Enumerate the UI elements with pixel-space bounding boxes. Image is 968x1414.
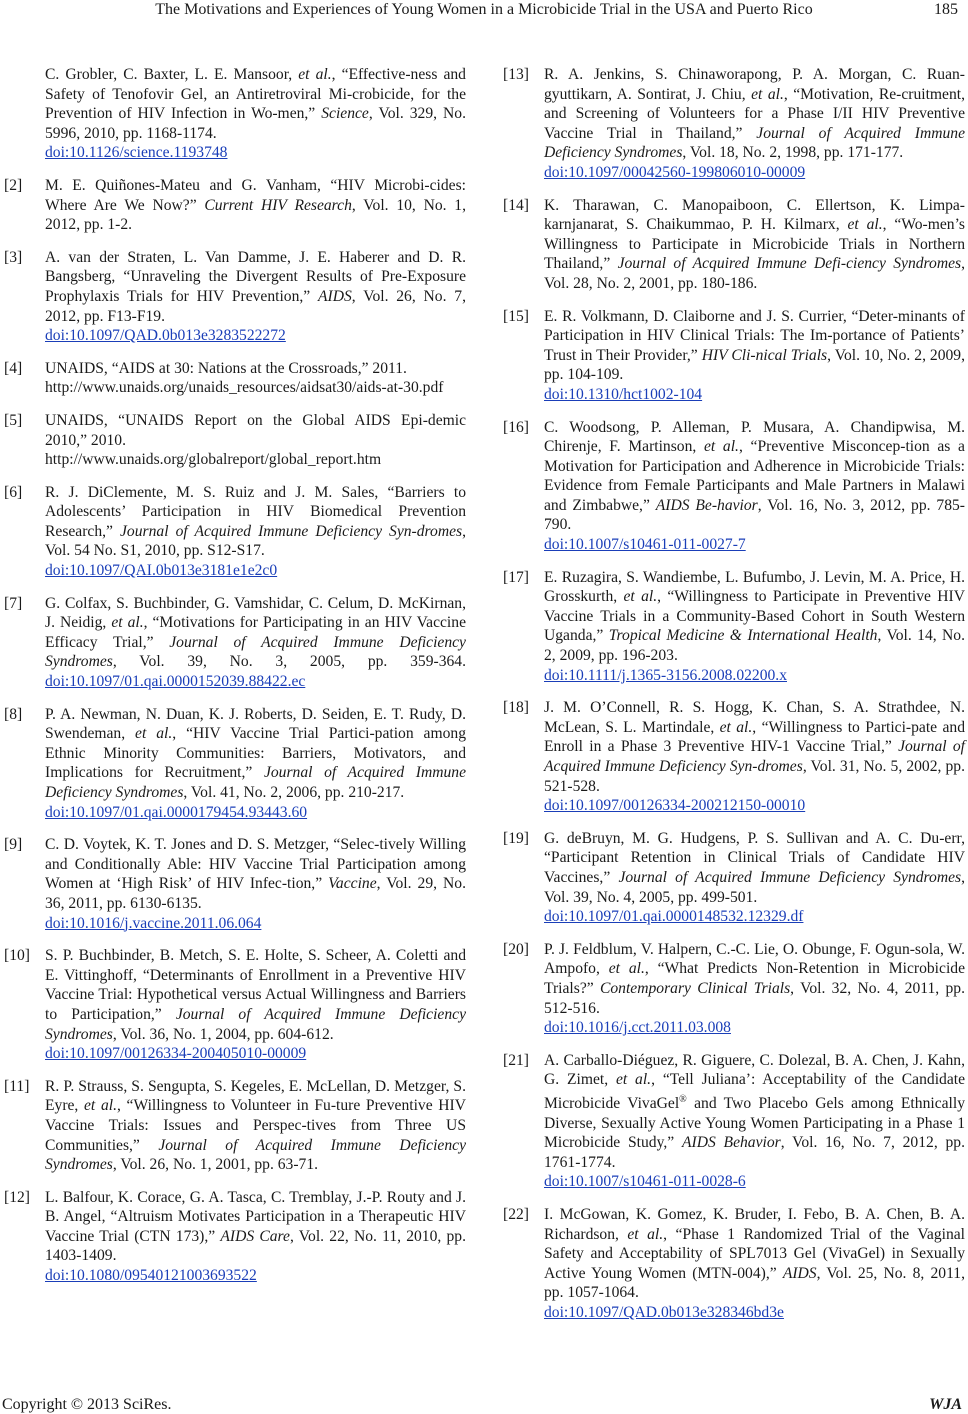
reference-number: [18] xyxy=(503,699,529,717)
reference-entry xyxy=(503,418,965,555)
reference-text xyxy=(45,65,466,143)
reference-entry xyxy=(4,483,466,581)
reference-italic-text: Journal of Acquired Immune Deficiency Syndromes xyxy=(45,633,466,671)
reference-text-segment: P. J. Feldblum, V. Halpern, C.-C. Lie, O. Obunge, F. Ogun-sola, W. Ampofo, xyxy=(544,940,965,978)
running-header xyxy=(0,0,968,30)
reference-text-segment: , Vol. 14, No. 2, 2009, pp. 196-203. xyxy=(544,627,966,665)
page-footer xyxy=(0,1396,968,1414)
reference-text-segment: , Vol. 329, No. 5996, 2010, pp. 1168-1174. xyxy=(45,105,466,142)
reference-text xyxy=(544,1051,965,1173)
reference-entry xyxy=(4,1188,466,1286)
reference-entry xyxy=(4,1077,466,1175)
reference-italic-text: et al. xyxy=(627,1225,664,1243)
reference-text-segment: , Vol. 26, No. 7, 2012, pp. F13-F19. xyxy=(45,287,466,325)
reference-number: [10] xyxy=(4,947,30,965)
reference-entry xyxy=(4,359,466,398)
reference-text-segment: , Vol. 36, No. 1, 2004, pp. 604-612. xyxy=(112,1025,334,1043)
reference-italic-text: Science xyxy=(321,105,369,123)
running-title: The Motivations and Experiences of Young Women in a Microbicide Trial in the USA and Puerto Rico xyxy=(155,1,813,18)
doi-link[interactable]: doi:10.1016/j.cct.2011.03.008 xyxy=(544,1019,731,1037)
reference-italic-text: Journal of Acquired Immune Defi-ciency Syndromes xyxy=(617,255,962,273)
doi-link[interactable]: doi:10.1097/00042560-199806010-00009 xyxy=(544,163,806,181)
reference-number: [15] xyxy=(503,307,529,325)
reference-text-segment: UNAIDS, “UNAIDS Report on the Global AIDS Epi-demic 2010,” 2010. xyxy=(45,411,466,449)
reference-italic-text: Journal of Acquired Immune Deficiency Syn-dromes xyxy=(544,738,965,775)
reference-text-segment: C. Grobler, C. Baxter, L. E. Mansoor, xyxy=(45,66,299,83)
reference-italic-text: Journal of Acquired Immune Deficiency Syndromes xyxy=(45,764,466,801)
reference-number: [5] xyxy=(4,411,23,429)
doi-link[interactable]: doi:10.1016/j.vaccine.2011.06.064 xyxy=(45,914,262,932)
reference-text-segment: , “Effective-ness and Safety of Tenofovir Gel, an Antiretroviral Mi-crobicide, for the Prevention of HIV Infection in Wo-men,” xyxy=(45,66,466,123)
reference-italic-text: Contemporary Clinical Trials xyxy=(599,979,791,997)
doi-link[interactable]: doi:10.1097/01.qai.0000179454.93443.60 xyxy=(45,803,308,821)
reference-number: [3] xyxy=(4,248,23,266)
references-left-column xyxy=(4,52,466,1286)
reference-text-segment: P. A. Newman, N. Duan, K. J. Roberts, D. Seiden, E. T. Rudy, D. Swendeman, xyxy=(45,705,466,743)
reference-text-segment: G. deBruyn, M. G. Hudgens, P. S. Sullivan and A. C. Du-err, “Participant Retention in Clinical Trials of Candidate HIV Vaccines,” xyxy=(544,829,965,886)
reference-text-segment: , “Preventive Misconcep-tion as a Motivation for Participation and Adherence in Microbicide Trials: Evidence from Female Participants and Male Partners in Malawi and Zimbabwe,” xyxy=(544,438,965,514)
reference-text-segment: L. Balfour, K. Corace, G. A. Tasca, C. Tremblay, J.-P. Routy and J. B. Angel, “Altruism Motivates Participation in a Therapeutic HIV Vaccine Trial (CTN 173),” xyxy=(45,1188,466,1245)
reference-number: [6] xyxy=(4,483,23,501)
reference-entry xyxy=(503,940,965,1038)
reference-text xyxy=(544,829,965,907)
reference-italic-text: et al. xyxy=(751,85,784,103)
reference-entry xyxy=(4,705,466,823)
reference-text xyxy=(544,307,965,385)
reference-italic-text: Journal of Acquired Immune Deficiency Syndromes xyxy=(45,1005,466,1043)
reference-entry xyxy=(503,65,965,183)
reference-entry xyxy=(503,829,965,927)
reference-number: [21] xyxy=(503,1051,529,1069)
doi-link[interactable]: doi:10.1097/00126334-200212150-00010 xyxy=(544,797,806,815)
reference-text-segment: , Vol. 10, No. 2, 2009, pp. 104-109. xyxy=(544,346,966,384)
reference-italic-text: AIDS xyxy=(318,287,352,305)
reference-number: [12] xyxy=(4,1188,30,1206)
copyright-notice: Copyright © 2013 SciRes. xyxy=(2,1396,172,1413)
reference-entry xyxy=(503,568,965,686)
reference-entry xyxy=(503,698,965,816)
reference-text-segment: , Vol. 41, No. 2, 2006, pp. 210-217. xyxy=(183,784,405,801)
reference-number: [20] xyxy=(503,940,529,958)
reference-number: [9] xyxy=(4,836,23,854)
reference-text-segment: A. Carballo-Diéguez, R. Giguere, C. Dolezal, B. A. Chen, J. Kahn, G. Zimet, xyxy=(544,1051,965,1089)
reference-text-segment: , “Motivations for Participating in an HIV Vaccine Efficacy Trial,” xyxy=(45,614,466,651)
reference-italic-text: et al. xyxy=(615,1071,652,1089)
reference-text-segment: , “Willingness to Participate in Preventive HIV Vaccine Trials in a Community-Based Cohort in South Western Uganda,” xyxy=(544,588,965,645)
reference-text-segment: , Vol. 22, No. 11, 2010, pp. 1403-1409. xyxy=(45,1227,466,1265)
reference-text-segment: E. R. Volkmann, D. Claiborne and J. S. Currier, “Deter-minants of Participation in HIV Clinical Trials: The Im-portance of Patients’ Trust in Their Provider,” xyxy=(544,307,965,364)
journal-abbrev: WJA xyxy=(929,1396,962,1413)
reference-text xyxy=(45,594,466,692)
reference-text-segment: A. van der Straten, L. Van Damme, J. E. Haberer and D. R. Bangsberg, “Unraveling the Divergent Results of Pre-Exposure Prophylaxis Trials for HIV Prevention,” xyxy=(45,248,466,305)
reference-italic-text: Vaccine xyxy=(328,875,377,893)
reference-text-segment: , Vol. 18, No. 2, 1998, pp. 171-177. xyxy=(682,144,904,162)
doi-link[interactable]: doi:10.1097/QAI.0b013e3181e1e2c0 xyxy=(45,562,278,580)
reference-text-segment: , “What Predicts Non-Retention in Microbicide Trials?” xyxy=(544,960,965,997)
reference-entry xyxy=(4,65,466,163)
reference-text-segment: , “Wo-men’s Willingness to Participate in Microbicide Trials in Northern Thailand,” xyxy=(544,216,965,273)
doi-link[interactable]: doi:10.1097/00126334-200405010-00009 xyxy=(45,1045,307,1063)
reference-text xyxy=(544,196,965,294)
doi-link[interactable]: doi:10.1007/s10461-011-0028-6 xyxy=(544,1173,746,1191)
reference-text xyxy=(45,1188,466,1266)
reference-text xyxy=(544,1205,965,1303)
reference-text xyxy=(45,411,466,450)
reference-text xyxy=(544,568,965,666)
doi-link[interactable]: doi:10.1126/science.1193748 xyxy=(45,144,228,162)
reference-text xyxy=(45,483,466,561)
reference-text xyxy=(544,65,965,163)
reference-text-segment: S. P. Buchbinder, B. Metch, S. E. Holte, S. Scheer, A. Coletti and E. Vittinghoff, “Determinants of Enrollment in a Preventive HIV Vaccine Trial: Hypothetical versus Actual Willingness and Barriers to Participation,” xyxy=(45,947,466,1023)
reference-text-segment: J. M. O’Connell, R. S. Hogg, K. Chan, S. A. Strathdee, N. McLean, S. L. Martindale, xyxy=(544,699,965,736)
reference-italic-text: et al. xyxy=(847,216,883,234)
reference-text xyxy=(544,940,965,1018)
reference-text-segment: , Vol. 10, No. 1, 2012, pp. 1-2. xyxy=(45,196,466,234)
reference-text xyxy=(45,1077,466,1175)
reference-italic-text: Journal of Acquired Immune Deficiency Syn-dromes xyxy=(120,522,463,540)
reference-text xyxy=(45,946,466,1044)
reference-text-segment: , Vol. 16, No. 7, 2012, pp. 1761-1774. xyxy=(544,1134,965,1171)
reference-text-segment: E. Ruzagira, S. Wandiembe, L. Bufumbo, J. Levin, M. A. Price, H. Grosskurth, xyxy=(544,568,965,606)
reference-number: [19] xyxy=(503,829,529,847)
reference-text-segment: , Vol. 39, No. 3, 2005, pp. 359-364. xyxy=(112,653,466,671)
reference-text-segment: I. McGowan, K. Gomez, K. Bruder, I. Febo, B. A. Chen, B. A. Richardson, xyxy=(544,1206,965,1243)
reference-number: [4] xyxy=(4,359,23,377)
reference-text-segment: , Vol. 39, No. 4, 2005, pp. 499-501. xyxy=(544,868,965,906)
reference-text-segment: R. P. Strauss, S. Sengupta, S. Kegeles, E. McLellan, D. Metzger, S. Eyre, xyxy=(45,1077,466,1115)
reference-text-segment: , “Willingness to Partici-pate and Enroll in a Phase 3 Preventive HIV-1 Vaccine Trial,” xyxy=(544,718,965,756)
reference-entry xyxy=(503,196,965,294)
reference-text-segment: , “Willingness to Volunteer in Fu-ture Preventive HIV Vaccine Trials: Issues and Perspec-tives from Three US Communities,” xyxy=(45,1097,467,1154)
reference-italic-text: Tropical Medicine & International Health xyxy=(608,627,878,645)
reference-text xyxy=(544,418,965,536)
reference-entry xyxy=(4,594,466,692)
reference-text-segment: , “HIV Vaccine Trial Partici-pation among Ethnic Minority Communities: Barriers, Motivators, and Implications for Recruitment,” xyxy=(45,725,466,782)
reference-url: http://www.unaids.org/globalreport/global_report.htm xyxy=(45,451,382,469)
reference-text xyxy=(45,705,466,803)
reference-text xyxy=(45,359,466,379)
reference-entry xyxy=(503,1051,965,1192)
reference-text-segment: , Vol. 54 No. S1, 2010, pp. S12-S17. xyxy=(45,522,466,560)
reference-number: [7] xyxy=(4,594,23,612)
reference-url: http://www.unaids.org/unaids_resources/aidsat30/aids-at-30.pdf xyxy=(45,379,444,397)
reference-italic-text: et al. xyxy=(703,438,739,456)
reference-number: [22] xyxy=(503,1206,529,1224)
reference-italic-text: Journal of Acquired Immune Deficiency Syndromes xyxy=(544,124,965,162)
doi-link[interactable]: doi:10.1097/01.qai.0000152039.88422.ec xyxy=(45,673,306,691)
registered-mark: ® xyxy=(679,1093,687,1105)
doi-link[interactable]: doi:10.1310/hct1002-104 xyxy=(544,385,703,403)
reference-italic-text: AIDS Be-havior xyxy=(655,496,758,514)
doi-link[interactable]: doi:10.1080/09540121003693522 xyxy=(45,1267,257,1285)
reference-entry xyxy=(4,248,466,346)
reference-text-segment: , “Phase 1 Randomized Trial of the Vaginal Safety and Acceptability of SPL7013 Gel (VivaGel) in Sexually Active Young Women (MTN-004),” xyxy=(544,1225,966,1282)
reference-italic-text: et al. xyxy=(608,960,645,978)
reference-italic-text: Current HIV Research xyxy=(204,196,352,214)
reference-text-segment: R. A. Jenkins, S. Chinaworapong, P. A. Morgan, C. Ruan-gyuttikarn, A. Sontirat, J. Chiu, xyxy=(544,66,965,103)
reference-text-segment: , Vol. 31, No. 5, 2002, pp. 521-528. xyxy=(544,758,965,795)
reference-number: [8] xyxy=(4,705,23,723)
reference-number: [11] xyxy=(4,1077,30,1095)
reference-italic-text: et al. xyxy=(623,588,658,606)
reference-entry xyxy=(4,176,466,235)
reference-entry xyxy=(4,411,466,470)
reference-text xyxy=(45,248,466,326)
doi-link[interactable]: doi:10.1097/01.qai.0000148532.12329.df xyxy=(544,908,804,926)
reference-italic-text: AIDS Behavior xyxy=(681,1134,781,1152)
reference-text-segment: UNAIDS, “AIDS at 30: Nations at the Crossroads,” 2011. xyxy=(45,359,407,377)
reference-text-segment: , Vol. 32, No. 4, 2011, pp. 512-516. xyxy=(544,979,965,1017)
reference-entry xyxy=(503,307,965,405)
reference-italic-text: AIDS Care xyxy=(220,1227,290,1245)
reference-number: [2] xyxy=(4,176,23,194)
reference-italic-text: et al. xyxy=(298,66,332,83)
doi-link[interactable]: doi:10.1097/QAD.0b013e328346bd3e xyxy=(544,1304,784,1322)
reference-entry xyxy=(4,946,466,1064)
reference-number: [17] xyxy=(503,568,529,586)
reference-italic-text: Journal of Acquired Immune Deficiency Syndromes xyxy=(45,1136,466,1174)
reference-text-segment: , “Motivation, Re-cruitment, and Screening of Volunteers for a Phase I/II HIV Preventive Vaccine Trial in Thailand,” xyxy=(544,85,965,142)
reference-entry xyxy=(503,1205,965,1323)
doi-link[interactable]: doi:10.1111/j.1365-3156.2008.02200.x xyxy=(544,666,787,684)
reference-text-segment: C. Woodsong, P. Alleman, P. Musara, A. Chandipwisa, M. Chirenje, F. Martinson, xyxy=(544,418,965,456)
reference-italic-text: Journal of Acquired Immune Deficiency Syndromes xyxy=(618,868,962,886)
reference-text-segment: , Vol. 25, No. 8, 2011, pp. 1057-1064. xyxy=(544,1264,965,1302)
reference-text-segment: , Vol. 16, No. 3, 2012, pp. 785-790. xyxy=(544,496,965,534)
reference-italic-text: AIDS xyxy=(782,1264,817,1282)
reference-text-segment: and Two Placebo Gels among Ethnically Diverse, Sexually Active Young Women Participating in a Phase 1 Microbicide Study,” xyxy=(544,1095,965,1152)
reference-italic-text: et al. xyxy=(719,718,753,736)
reference-text-segment: , Vol. 26, No. 1, 2001, pp. 63-71. xyxy=(112,1156,319,1174)
reference-text xyxy=(45,176,466,235)
doi-link[interactable]: doi:10.1007/s10461-011-0027-7 xyxy=(544,536,746,554)
reference-text-segment: M. E. Quiñones-Mateu and G. Vanham, “HIV Microbi-cides: Where Are We Now?” xyxy=(45,176,466,214)
reference-text-segment: K. Tharawan, C. Manopaiboon, C. Ellertson, K. Limpa-karnjanarat, S. Chaikummao, P. H. Kilmarx, xyxy=(544,196,965,234)
reference-text xyxy=(544,698,965,796)
reference-number: [16] xyxy=(503,418,529,436)
doi-link[interactable]: doi:10.1097/QAD.0b013e3283522272 xyxy=(45,327,286,345)
reference-text-segment: , Vol. 29, No. 36, 2011, pp. 6130-6135. xyxy=(45,875,466,912)
reference-number: [14] xyxy=(503,196,529,214)
reference-text-segment: C. D. Voytek, K. T. Jones and D. S. Metzger, “Selec-tively Willing and Conditionally Able: HIV Vaccine Trial Participation among Women at ‘High Risk’ of HIV Infec-tion,” xyxy=(45,836,466,893)
reference-text-segment: R. J. DiClemente, M. S. Ruiz and J. M. Sales, “Barriers to Adolescents’ Participation in HIV Biomedical Prevention Research,” xyxy=(45,483,466,540)
reference-entry xyxy=(4,835,466,933)
references-right-column xyxy=(503,52,965,1323)
page-number: 185 xyxy=(934,1,958,18)
reference-italic-text: et al. xyxy=(135,725,173,743)
reference-number: [13] xyxy=(503,66,529,83)
reference-italic-text: et al. xyxy=(84,1097,117,1115)
reference-text-segment: , “Tell Juliana’: Acceptability of the Candidate Microbicide VivaGel xyxy=(544,1071,966,1113)
reference-text-segment: G. Colfax, S. Buchbinder, G. Vamshidar, C. Celum, D. McKirnan, J. Neidig, xyxy=(45,594,466,632)
reference-italic-text: et al. xyxy=(111,614,144,632)
reference-text xyxy=(45,835,466,913)
reference-italic-text: HIV Cli-nical Trials xyxy=(701,346,828,364)
reference-text-segment: , Vol. 28, No. 2, 2001, pp. 180-186. xyxy=(544,255,965,292)
